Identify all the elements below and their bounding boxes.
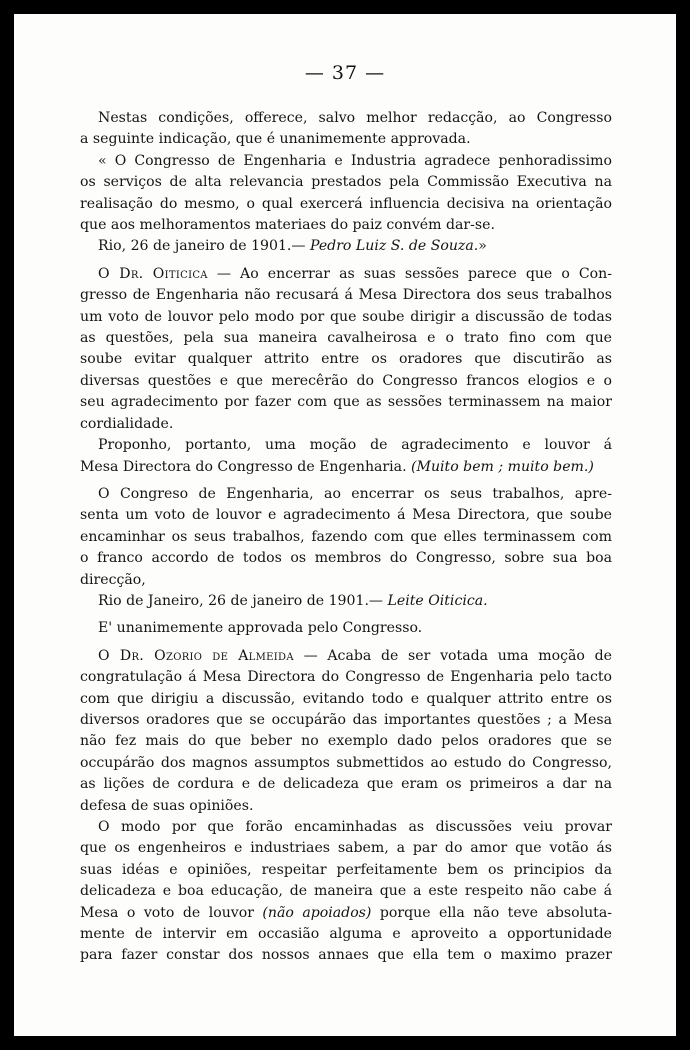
paragraph-ozorio: [80, 646, 612, 817]
applause-note: (Muito bem ; muito bem.): [411, 458, 594, 475]
text-line: encaminhar os seus trabalhos, fazendo com que elles terminassem com: [80, 528, 612, 545]
text-line: « O Congresso de Engenharia e Industria agradece penhoradissimo: [98, 152, 612, 169]
text-line: um voto de louvor pelo modo por que soube dirigir a discussão de todas: [80, 308, 612, 325]
text-line: defesa de suas opiniões.: [80, 797, 254, 814]
text-line: [80, 457, 612, 478]
speech-text: — Ao encerrar as suas sessões parece que o Con-: [207, 265, 612, 282]
speech-text: — Acaba de ser votada uma moção de: [293, 647, 612, 664]
text-line: a seguinte indicação, que é unanimemente approvada.: [80, 131, 471, 148]
page-number: — 37 —: [304, 62, 386, 84]
text-line: soube evitar qualquer attrito entre os oradores que discutirão as: [80, 351, 612, 368]
text-line: [80, 903, 612, 924]
text-line: [80, 646, 612, 667]
text-line: [80, 591, 612, 612]
text-line: que aos melhoramentos materiaes do paiz convém dar-se.: [80, 217, 495, 234]
date-text: Rio de Janeiro, 26 de janeiro de 1901.—: [98, 592, 388, 609]
signature: Pedro Luiz S. de Souza.: [309, 238, 479, 255]
text-line: O Congreso de Engenharia, ao encerrar os seus trabalhos, apre-: [98, 485, 612, 502]
text-line: os serviços de alta relevancia prestados pela Commissão Executiva na: [80, 174, 612, 191]
text-line: [80, 236, 612, 257]
text-line: suas idéas e opiniões, respeitar perfeitamente bem os principios da: [80, 861, 612, 878]
paragraph-indication: [80, 151, 612, 237]
paragraph-vote-text: [80, 484, 612, 591]
text-line: E' unanimemente approvada pelo Congresso.: [98, 620, 423, 637]
text-line: [80, 264, 612, 285]
text-line: as lições de cordura e de delicadeza que eram os primeiros a dar na: [80, 776, 612, 793]
text-line: diversas questões e que merecêrão do Congresso francos elogios e o: [80, 372, 612, 389]
signature: Leite Oiticica.: [387, 592, 488, 609]
text-line: cordialidade.: [80, 415, 174, 432]
text-line: o franco accordo de todos os membros do Congresso, sobre sua boa: [80, 550, 612, 567]
mesa-text: porque ella não teve absoluta-: [371, 904, 612, 921]
paragraph-approval: [80, 618, 612, 639]
text-line: Proponho, portanto, uma moção de agradecimento e louvor á: [98, 437, 612, 454]
text-line: senta um voto de louvor e agradecimento á Mesa Directora, que soube: [80, 507, 612, 524]
book-page: [14, 14, 676, 1036]
text-line: realisação do mesmo, o qual exercerá influencia decisiva na orientação: [80, 195, 612, 212]
text-line: congratulação á Mesa Directora do Congresso de Engenharia pelo tacto: [80, 669, 612, 686]
mesa-text: Mesa o voto de louvor: [80, 904, 263, 921]
text-line: Nestas condições, offerece, salvo melhor redacção, ao Congresso: [98, 110, 612, 126]
paragraph-signature-souza: [80, 236, 612, 257]
text-line: O modo por que forão encaminhadas as discussões veiu provar: [98, 819, 612, 835]
paragraph-conduct: [80, 817, 612, 967]
paragraph-motion: [80, 435, 612, 478]
text-line: delicadeza e boa educação, de maneira que a este respeito não cabe á: [80, 883, 612, 900]
text-line: diversos oradores que se occupárão das importantes questões ; a Mesa: [80, 711, 612, 728]
paragraph-proposal-intro: [80, 108, 612, 151]
speaker-name: O Dr. Ozorio de Almeida: [98, 647, 294, 664]
text-line: para fazer constar dos nossos annaes que ella tem o maximo prazer: [80, 947, 612, 964]
paragraph-signature-oiticica: [80, 591, 612, 612]
speaker-name: O Dr. Oiticica: [98, 265, 208, 282]
text-line: gresso de Engenharia não recusará á Mesa Directora dos seus trabalhos: [80, 287, 612, 304]
paragraph-oiticica: [80, 264, 612, 435]
text-line: as questões, pela sua maneira cavalheirosa e o trato fino com que: [80, 330, 612, 347]
date-text: Rio, 26 de janeiro de 1901.—: [98, 238, 310, 255]
text-line: com que dirigiu a discussão, evitando todo e qualquer attrito entre os: [80, 690, 612, 707]
text-line: seu agradecimento por fazer com que as sessões terminassem na maior: [80, 394, 612, 411]
closing-quote: »: [478, 238, 487, 255]
text-line: que os engenheiros e industriaes sabem, a par do amor que votão ás: [80, 840, 612, 857]
text-line: não fez mais do que beber no exemplo dado pelos oradores que se: [80, 733, 612, 750]
motion-text: Mesa Directora do Congresso de Engenharia.: [80, 458, 412, 475]
body-text: [80, 108, 612, 967]
text-line: direcção,: [80, 571, 146, 588]
text-line: mente de intervir em occasião alguma e aproveito a opportunidade: [80, 926, 612, 943]
text-line: occupárão dos magnos assumptos submettidos ao estudo do Congresso,: [80, 754, 612, 771]
interjection-note: (não apoiados): [262, 904, 372, 921]
